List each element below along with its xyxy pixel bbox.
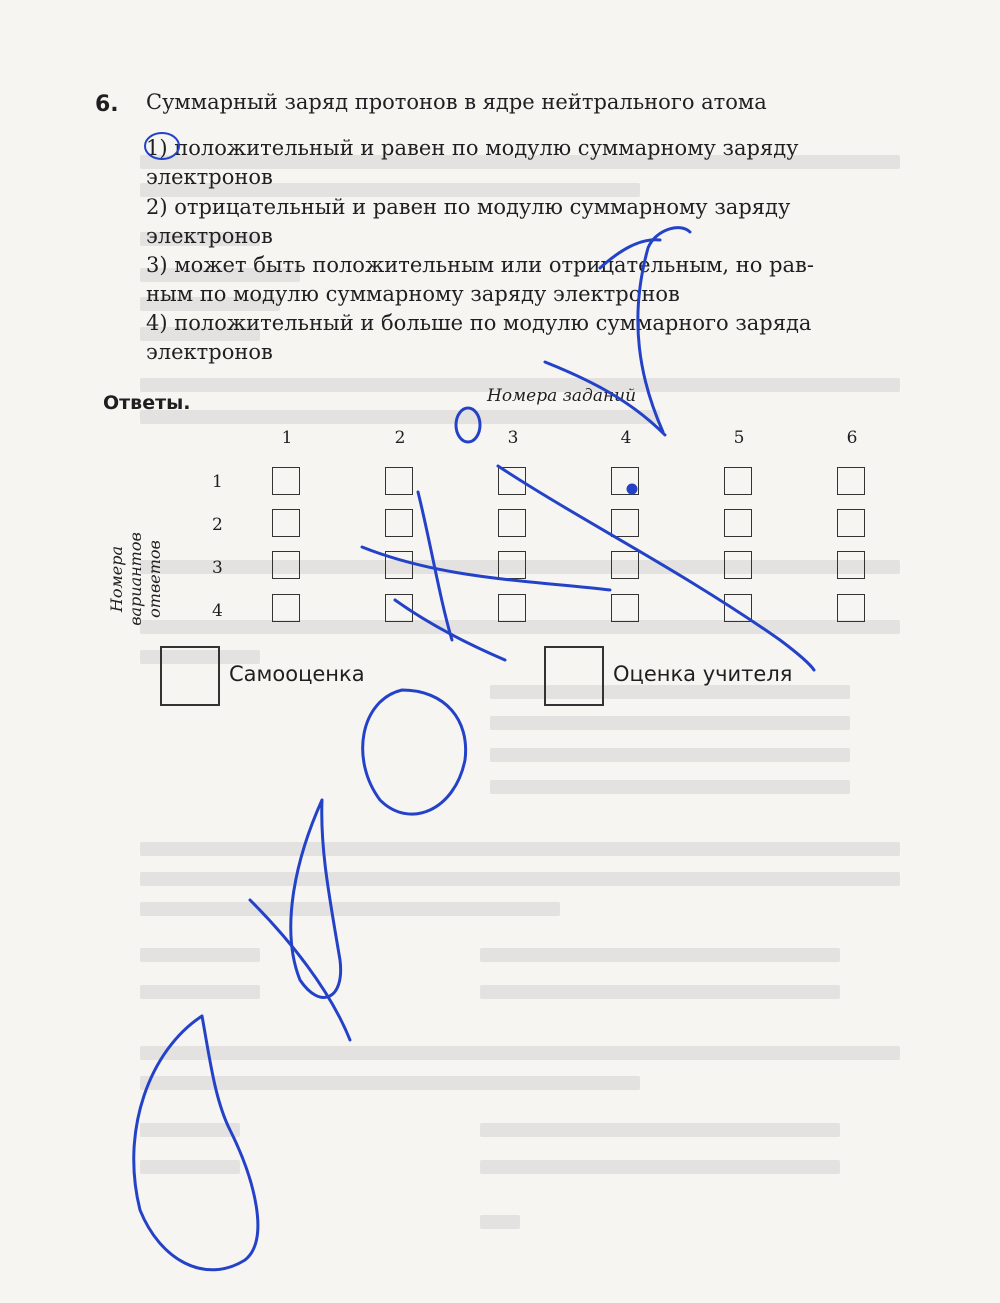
answer-cell-task-4-variant-1[interactable] <box>611 467 639 495</box>
self-assessment-label: Самооценка <box>229 662 365 686</box>
scribble-lower-stroke <box>250 900 350 1040</box>
answer-variants-label <box>107 504 167 654</box>
option-2-line-2: электронов <box>146 224 273 248</box>
scribble-cross-line-2 <box>418 492 452 640</box>
variants-label-line-3: ответов <box>145 540 164 618</box>
option-1-line-1: 1) положительный и равен по модулю суммарному заряду <box>146 136 799 160</box>
scribble-big-oval <box>363 690 466 814</box>
answer-cell-task-2-variant-1[interactable] <box>385 467 413 495</box>
answer-cell-task-6-variant-3[interactable] <box>837 551 865 579</box>
column-number-2: 2 <box>394 428 406 448</box>
answer-cell-task-6-variant-1[interactable] <box>837 467 865 495</box>
answer-cell-task-3-variant-4[interactable] <box>498 594 526 622</box>
answer-cell-task-1-variant-3[interactable] <box>272 551 300 579</box>
scribble-small-oval <box>456 408 480 442</box>
scribble-tall-loop <box>291 800 341 997</box>
option-3-line-1: 3) может быть положительным или отрицательным, но рав- <box>146 253 814 277</box>
answer-cell-task-3-variant-3[interactable] <box>498 551 526 579</box>
answer-option-4[interactable] <box>146 309 910 367</box>
answer-cell-task-1-variant-2[interactable] <box>272 509 300 537</box>
option-2-line-1: 2) отрицательный и равен по модулю суммарному заряду <box>146 195 791 219</box>
answer-cell-task-2-variant-4[interactable] <box>385 594 413 622</box>
answer-cell-task-6-variant-4[interactable] <box>837 594 865 622</box>
answer-cell-task-5-variant-1[interactable] <box>724 467 752 495</box>
answers-heading: Ответы. <box>103 392 191 414</box>
scribble-left-loop <box>134 1016 258 1270</box>
option-1-line-2: электронов <box>146 165 273 189</box>
task-numbers-label: Номера заданий <box>487 386 637 406</box>
answer-option-2[interactable] <box>146 193 910 251</box>
answer-cell-task-4-variant-3[interactable] <box>611 551 639 579</box>
question-text: Суммарный заряд протонов в ядре нейтрального атома <box>146 90 767 114</box>
answer-cell-task-1-variant-4[interactable] <box>272 594 300 622</box>
question-number: 6. <box>95 92 119 117</box>
answer-cell-task-5-variant-3[interactable] <box>724 551 752 579</box>
column-number-6: 6 <box>846 428 858 448</box>
variants-label-line-2: вариантов <box>126 532 145 626</box>
teacher-assessment-label: Оценка учителя <box>613 662 793 686</box>
answer-option-1[interactable] <box>146 134 910 192</box>
row-number-1: 1 <box>212 472 223 492</box>
column-number-4: 4 <box>620 428 632 448</box>
answer-cell-task-3-variant-2[interactable] <box>498 509 526 537</box>
answer-cell-task-2-variant-3[interactable] <box>385 551 413 579</box>
answer-cell-task-4-variant-4[interactable] <box>611 594 639 622</box>
answer-cell-task-1-variant-1[interactable] <box>272 467 300 495</box>
teacher-assessment-box[interactable] <box>544 646 604 706</box>
option-3-line-2: ным по модулю суммарному заряду электронов <box>146 282 680 306</box>
answer-cell-task-2-variant-2[interactable] <box>385 509 413 537</box>
answer-cell-task-6-variant-2[interactable] <box>837 509 865 537</box>
answer-option-3[interactable] <box>146 251 910 309</box>
row-number-3: 3 <box>212 558 223 578</box>
column-number-1: 1 <box>281 428 293 448</box>
answer-cell-task-5-variant-4[interactable] <box>724 594 752 622</box>
variants-label-line-1: Номера <box>107 545 126 613</box>
scribble-long-diagonal <box>498 466 814 670</box>
row-number-2: 2 <box>212 515 223 535</box>
row-number-4: 4 <box>212 601 223 621</box>
option-4-line-2: электронов <box>146 340 273 364</box>
option-4-line-1: 4) положительный и больше по модулю суммарного заряда <box>146 311 812 335</box>
answer-cell-task-5-variant-2[interactable] <box>724 509 752 537</box>
answer-cell-task-4-variant-2[interactable] <box>611 509 639 537</box>
column-number-5: 5 <box>733 428 745 448</box>
self-assessment-box[interactable] <box>160 646 220 706</box>
answer-cell-task-3-variant-1[interactable] <box>498 467 526 495</box>
column-number-3: 3 <box>507 428 519 448</box>
